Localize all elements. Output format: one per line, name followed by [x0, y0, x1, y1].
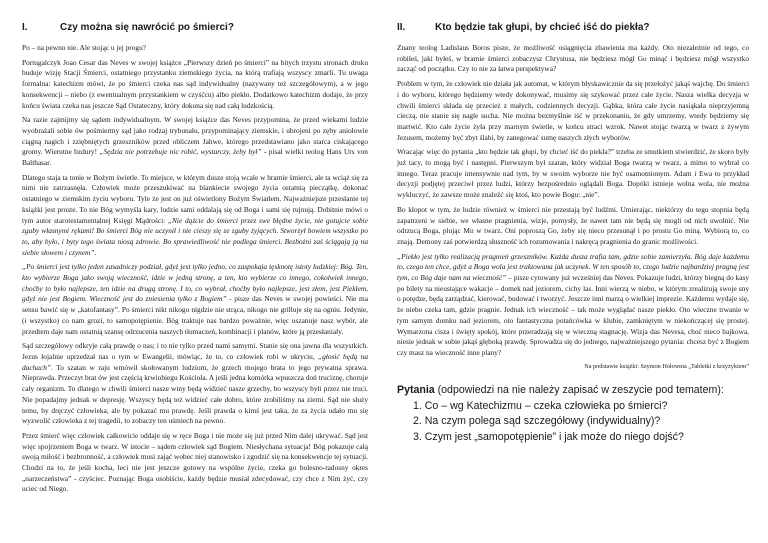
paragraph: Przez śmierć więc człowiek całkowicie oddaje się w ręce Boga i nie może się już przed Nim dalej ukrywać. Sąd jest więc spojrzeniem Boga w twarz. W istocie – sądem człowiek sąd Bogiem. Niesłychana sytuacja! Bóg pokazuje całą swoją miłość i bezbronność, a człowiek musi zająć wobec niej stanowisko i zgodzić się na konsekwencje tej sytuacji. Chodzi na to, że jeśli kocha, leci nie jest jeszcze gotowy na wspólne życie, czeka go bolesno-radosny okres „narzeczeństwa” - czyściec. Poznając Boga osobiście, każdy będzie musiał zdecydować, czy chce z Nim żyć, czy uciec od Niego.	[22, 430, 368, 494]
source-note: Na podstawie książki: Szymon Hołownia „Tabletki z krzyżykiem”	[584, 362, 749, 370]
section-two-title: Kto będzie tak głupi, by chcieć iść do piekła?	[435, 22, 650, 33]
paragraph	[22, 341, 368, 427]
question-item: 1. Co – wg Katechizmu – czeka człowieka po śmierci?	[413, 399, 668, 412]
quote-text: „głosić będą na dachach”	[22, 351, 368, 372]
paragraph	[22, 262, 368, 337]
paragraph: Po – na pewno nie. Ale stojąc u jej progu?	[22, 43, 147, 52]
section-one	[22, 0, 368, 499]
section-two	[397, 0, 749, 376]
questions-title: Pytania	[397, 384, 435, 396]
paragraph: Portugalczyk Joao Cesar das Neves w swojej książce „Pierwszy dzień po śmierci” na bitych trzystu stronach druku buduje wizję Stacji Śmierci, ostatniego przystanku ziemskiego życia, na którą trafiają wszyscy zmarli. Tu uwaga formalna: katechizm mówi, że po śmierci czeka nas sąd indywidualny (nazywany też szczegółowym), a w jego konsekwencji – niebo (z ewentualnym przystankiem w czyśćcu) albo piekło. Dodatkowo katechizm dodaje, że przy końcu świata czeka nas jeszcze Sąd Ostateczny, który dokona się nad całą ludzkością.	[22, 57, 368, 110]
paragraph	[22, 173, 368, 259]
paragraph-text: – pisze cytowany już wcześniej das Neves. Pokazuje ludzi, którzy biegną do kasy po bilety na nieustające wakacje – domek nad jeziorem, cichy las. Inni wierzą w niebo, w którym zrealizują swoje sny o potędze, będą zarządzać, kierować, budować i tworzyć. Jeszcze inni marzą o wielkiej imprezie. Każdemu wydaje się, że niebo czeka tam, gdzie pragnie. Jednak ich wieczność – tak może wyglądać nasze piekło. Oto wieczne trwanie w tym samym domku nad jeziorem, oto fantastyczna potańcówka w klubie, zamkniętym w niekończącej się prostej. Wymarzona cisza i święty spokój, które przeradzają się w wieczną stagnację. Wizja das Nevesa, choć nieco bajkowa, niesie jednak w sobie jakąś głęboką prawdę. Sprowadza się do jednego, najważniejszego pytania: chcesz być z Bogiem czy masz na wieczność inne plany?	[397, 273, 749, 357]
questions-block	[397, 383, 757, 445]
paragraph-text: - pisał wielki teolog Hans Urs von Balthasar.	[22, 147, 368, 168]
quote-text: „Sędzia nie potrzebuje nic robić, wystarczy, żeby był”	[99, 147, 262, 157]
quote-text: „Po śmierci jest tylko jeden zasadniczy podział, gdyż jest tylko jedno, co zaspokaja tęsknotę istoty ludzkiej: Bóg. Ten, kto wybierze Boga jako swoją wieczność, idzie w jedną stronę, a ten, kto wybierze co innego, cokolwiek innego, choćby to było najlepsze, ten idzie na drugą stronę. I to, co wybrał, choćby było najlepsze, jest złem, jest Piekłem, gdyż nie jest Bogiem. Wieczność jest do zniesienia tylko z Bogiem”	[22, 262, 368, 304]
question-item: 2. Na czym polega sąd szczegółowy (indywidualny)?	[413, 415, 661, 428]
questions-subtitle: (odpowiedzi na nie należy zapisać w zeszycie pod tematem):	[434, 384, 724, 396]
section-one-heading	[22, 22, 368, 37]
quote-text: „Piekło jest tylko realizacją pragnień grzeszników. Każda dusza trafia tam, gdzie sobie zamierzyła. Bóg daje każdemu to, czego ten chce, gdyż a Boga wola jest traktowana jak uczynek. W ten sposób to, czego ludzie najbardziej pragną jest tym, co Bóg daje nam na wieczność”	[397, 251, 749, 283]
section-one-number: I.	[22, 22, 28, 33]
paragraph-text: - pisze das Neves w swojej powieści. Nie ma sensu bawić się w „katofantasy”. Po śmierci nikt nikogo nigdzie nie strąca, nikogo nie grilluje się na ogniu. Jedynie, (i wszystko) co nam grozi, to samopotępienie. Bóg traktuje nas bardzo poważnie, więc uszanuje nasz wybór, ale przedtem daje nam ostatnią szansę odrzucenia naszych tłumaczeń, kombinacji i planów, które ją przesłaniały.	[22, 294, 368, 336]
questions-heading	[397, 383, 757, 399]
paragraph: Problem w tym, że człowiek nie działa jak automat, w którym błyskawicznie da się przełożyć jakąś wajchę. Do śmierci i do wyboru, którego będziemy wtedy dokonywać, musimy się szykować przez całe życie. Nasza wielka decyzja w chwili śmierci składa się przecież z małych, codziennych decyzji. Gąbka, która całe życie nasiąkała nieprzyjemną cieczą, nie stanie się nagle sucha. Nie można bezmyślnie iść w przekonaniu, że gdy umrzemy, wtedy będziemy się martwić. Kto całe życie żyła przy marnym świetle, w końcu straci wzrok. Nawet stojąc twarzą w twarz z żywym Jezusem, możemy być zbyt ślabi, by zanegować sumę naszych złych wyborów.	[397, 79, 749, 142]
section-one-title: Czy można się nawrócić po śmierci?	[60, 22, 234, 33]
paragraph-text: Sąd szczegółowy odkryje całą prawdę o nas; i to nie tylko przed nami samymi. Stanie się ona jawna dla wszystkich. Jezus łojalnie uprzedzał nas o tym w Ewangelii, mówiąc, że to, co człowiek robi w ukryciu,	[22, 341, 368, 361]
paragraph: Bo kłopot w tym, że ludzie również w śmierci nie przestają być ludźmi. Umierając, niektórzy do tego stopnia będą zapatrzeni w siebie, we własne pragnienia, wizje, pomysły, że nawet tam nie będą się mogli od nich uwolnić. Nie odrzucą Boga, plując Mu w twarz. Oni poproszą Go, żeby się nieco przesunął i po prostu Go miną. Wybiorą to, co znają. Demony zaś potwierdzą słuszność ich rozumowania i nakręcą pragnienia do granic możliwości.	[397, 204, 749, 246]
paragraph	[22, 115, 368, 169]
paragraph-text: Dlatego staja ta tonie w Bożym świetle. To miejsce, w którym dusze stoją wcale w bramie śmierci, ale ta wciąż się za nimi nie zatrzasnęła. Człowiek może przeszukiwać na blankiecie swojego życia ostatnią pieczątkę, dokonać ostatniego w ziemskim życiu wyboru. Tyle że jest on już oświetlony Bożym Światłem. Najważniejsze przesłanie tej książki jest proste. To nie Bóg wymyśla kary, ludzie sami oddalają się od Boga i sami się rujnują. Dobitnie mówi o tym autor starotestamentalnej Księgi Mądrości:	[22, 172, 368, 225]
paragraph: Wracając więc do pytania „kto będzie tak głupi, by chcieć iść do piekła?” trzeba ze smutkiem stwierdzić, że skoro były już tacy, to mogą być i następni. Pierwszym był szatan, który widział Boga twarzą w twarz, a mimo to wybrał co innego. Teraz pracuje intensywnie nad tym, by w swoim wyborze nie być osamotnionym. Adam i Ewa to przykład decyzji podjętej przeciwł przez ludzi, którzy bezpośrednio oglądali Boga. Dopóki istnieje wolna wola, nie można wykluczyć, że zawsze może znaleźć się ktoś, kto powie Bogu: „nie”.	[397, 147, 749, 200]
paragraph-text: .	[94, 247, 97, 257]
quote-text: „Nie dążcie do śmierci przez swe błędne życie, nie gotujcie sobie zguby własnymi rękami! Bo śmierci Bóg nie uczynił i nie cieszy się ze zguby żyjących. Stworzył bowiem wszystko po to, aby było, i byty tego świata niosą zdrowie. Bo sprawiedliwość nie podlega śmierci. Bezbożni zaś ściągają ją na siebie słowem i czynem”	[22, 215, 368, 257]
paragraph	[397, 252, 749, 359]
section-two-heading	[397, 22, 749, 37]
paragraph: Znany teolog Ladislaus Boros pisze, że możliwość osiągnięcia zbawienia ma każdy. Oto niezależnie od tego, co robiłeś, jaki byłeś, w bramie śmierci zobaczysz Chrystusa, nie będziesz mógł Go minąć i będziesz mógł wszystko zacząć od początku. Czy to nie za łatwa perspektywa?	[397, 43, 749, 74]
question-item: 3. Czym jest „samopotępienie” i jak może do niego dojść?	[413, 430, 684, 443]
paragraph-text: . To szatan w raju wmówił skołowanym ludziom, że grzech mojego brata to jego prywatna sprawa. Nieprawda. Przeczyt brat ów jest częścią krwiobiegu Kościoła. A jeśli jedna komórka wpuszcza doń truciznę, choruje cały organizm. To dlatego w chwili śmierci nasze winy będą widzieć nasze grzechy, bo wszyscy byli przez nie truci. Nie popadajmy jednak w depresję. Wszyscy będą też widzieć całe dobro, które zrobiliśmy na ziemi. Sąd nie służy temu, by dręczyć człowieka, ale by pokazać mu prawdę. Jeśli prawda o kimś jest taka, że za życia udało mu się wyzwolić człowieka z tej tragedii, to zobaczy ten uśmiech na pewno.	[22, 362, 368, 426]
section-two-number: II.	[397, 22, 406, 33]
paragraph-text: Na razie zajmijmy się sądem indywidualnym. W swojej książce das Neves przypomina, że przed wiekami ludzie wyobrażali sobie ów pośmiertny sąd jako rodzaj trybunału, przypominający ziemskie, i ubrojeni po zęby aniołowie ciągną nagich i zziębniętych grzeszników przed obliczem Jahwe, którego przedstawiano jako starca ciskającego gromy. Wierutne bzdury!	[22, 115, 368, 157]
